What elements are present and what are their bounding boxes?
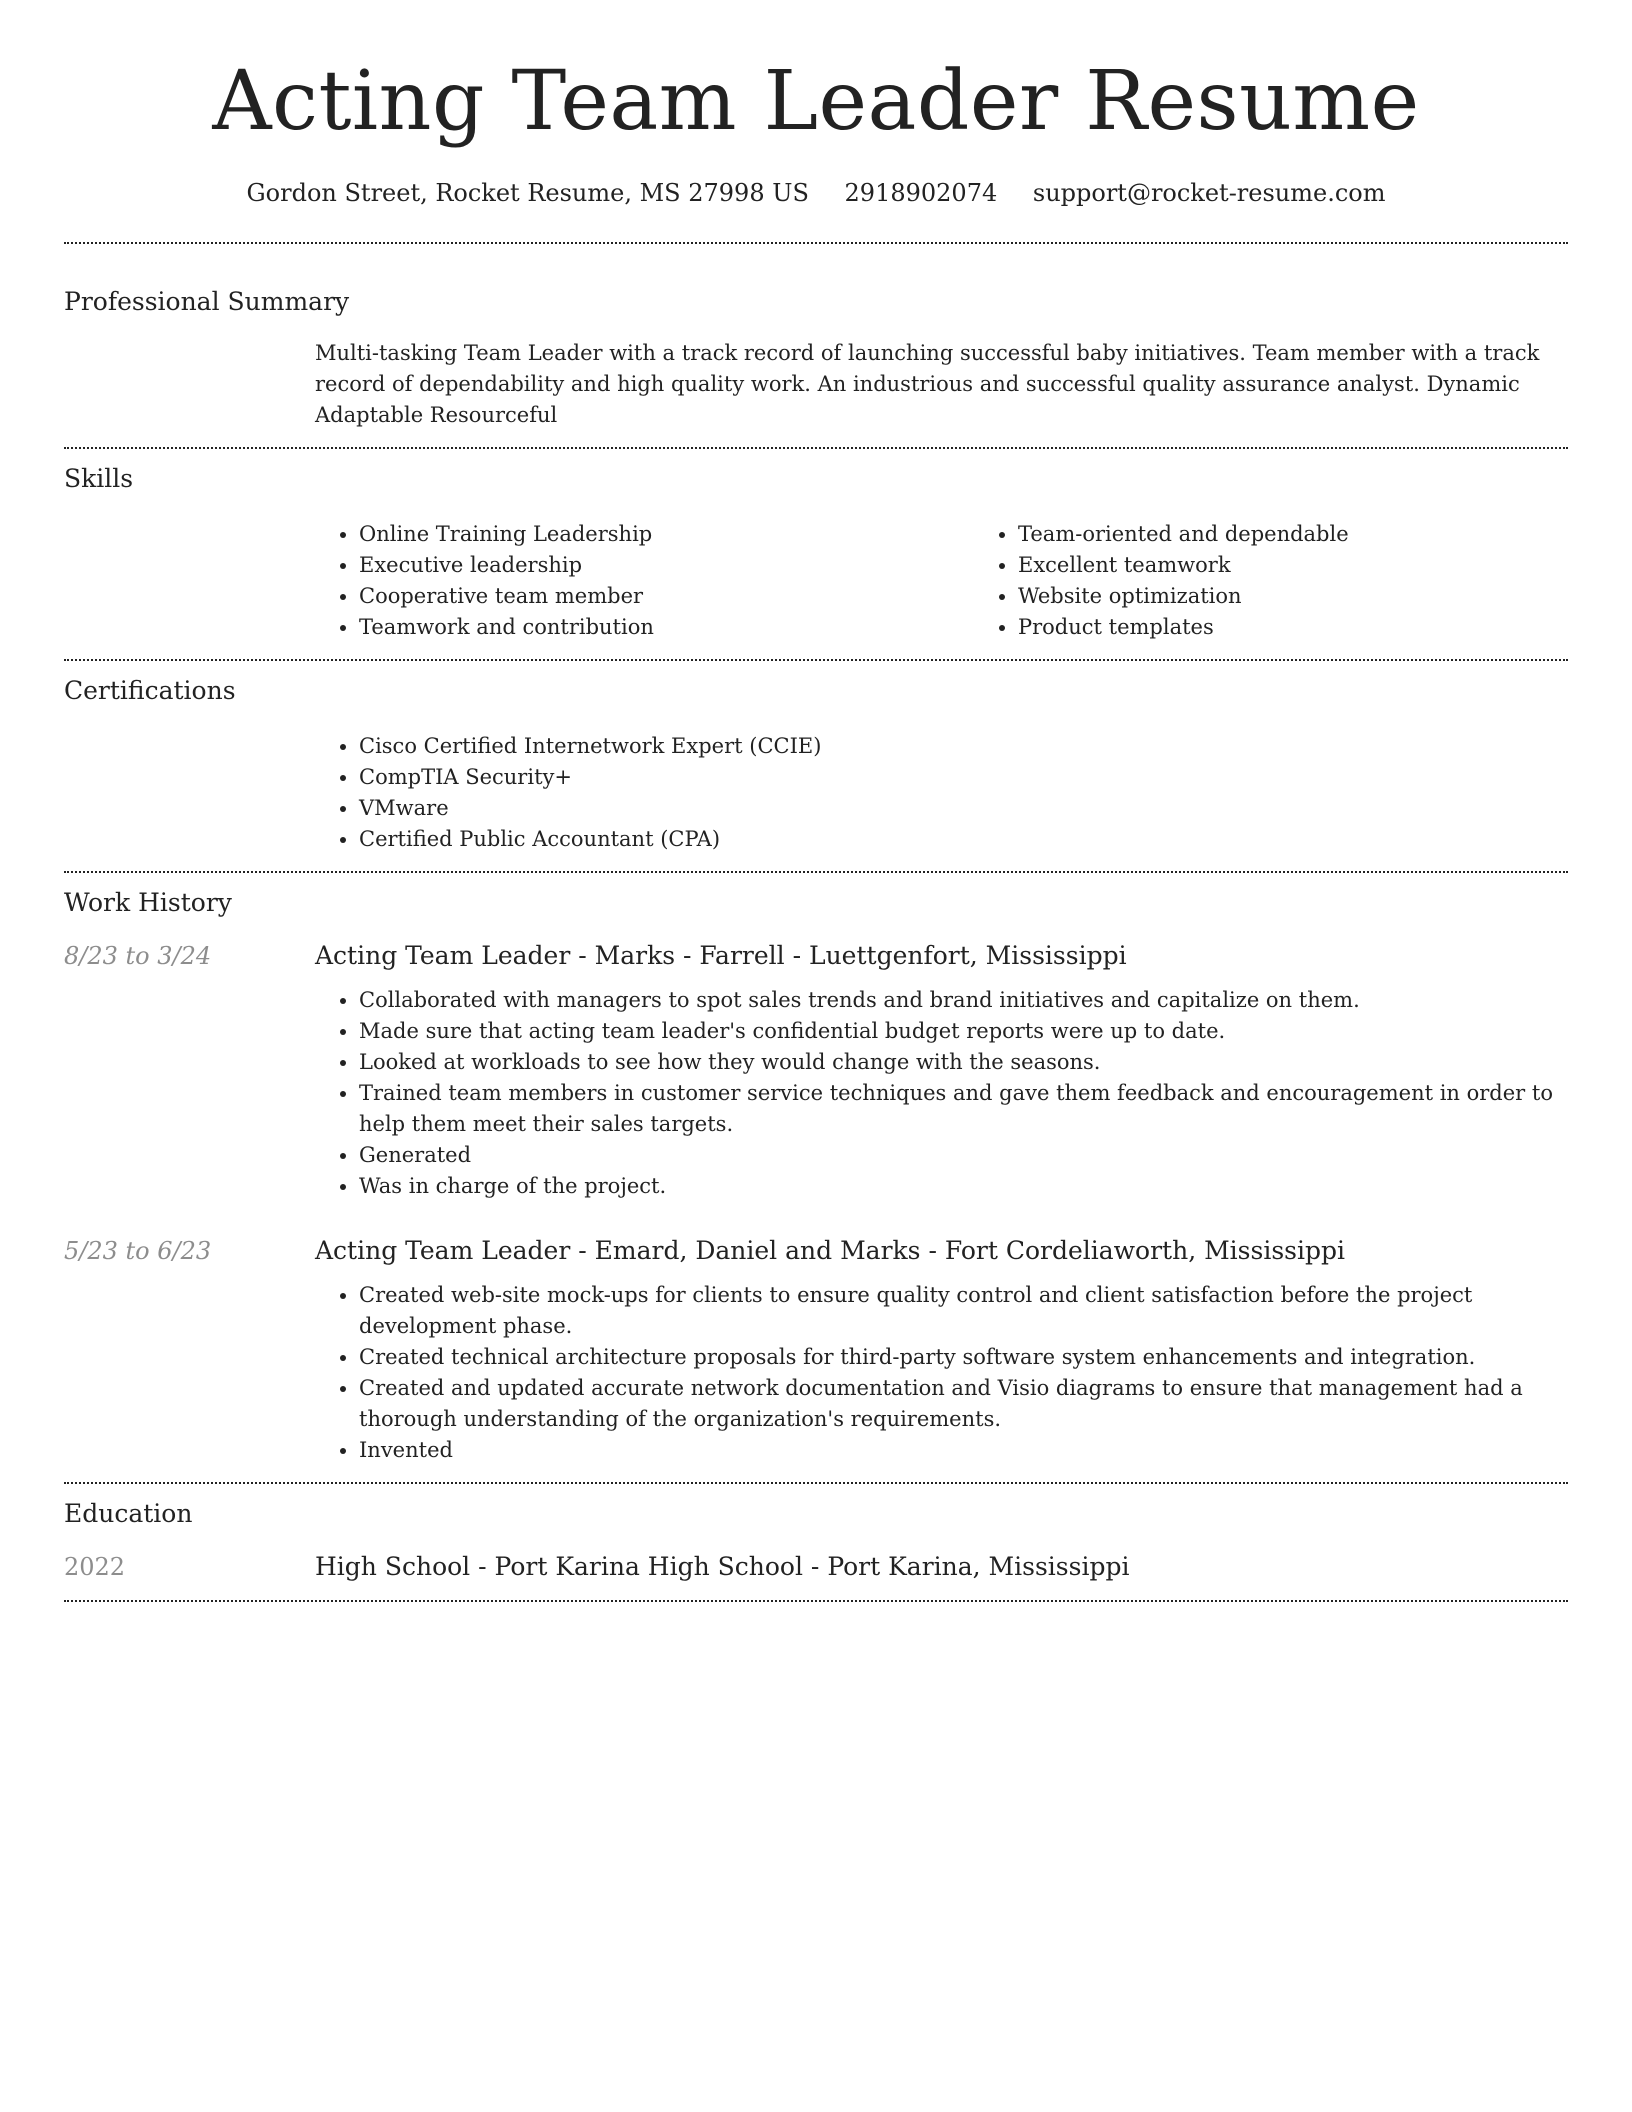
skills-list-left xyxy=(315,519,974,643)
education-section xyxy=(64,1484,1568,1600)
skills-heading: Skills xyxy=(64,464,134,493)
skill-item: • Online Training Leadership xyxy=(359,519,974,550)
work-history-section xyxy=(64,873,1568,1482)
education-entry xyxy=(64,1550,1568,1584)
certifications-row xyxy=(64,707,1568,855)
education-content xyxy=(315,1550,1568,1584)
summary-section xyxy=(64,244,1568,447)
job-bullet: • Created technical architecture proposals for third-party software system enhancements and integration. xyxy=(359,1342,1568,1373)
job-bullet: • Created and updated accurate network documentation and Visio diagrams to ensure that management had a thorough understanding of the organization's requirements. xyxy=(359,1373,1568,1435)
summary-heading: Professional Summary xyxy=(64,287,350,316)
education-year: 2022 xyxy=(64,1553,126,1581)
skill-item: • Cooperative team member xyxy=(359,581,974,612)
skills-lists xyxy=(315,519,1632,643)
job-bullet: • Invented xyxy=(359,1435,1568,1466)
certifications-section xyxy=(64,661,1568,871)
job-bullet: • Made sure that acting team leader's confidential budget reports were up to date. xyxy=(359,1016,1568,1047)
job-bullet: • Looked at workloads to see how they would change with the seasons. xyxy=(359,1047,1568,1078)
skills-section xyxy=(64,449,1568,659)
skill-item: • Excellent teamwork xyxy=(1018,550,1632,581)
certification-item: • VMware xyxy=(359,793,1568,824)
job-bullet: • Collaborated with managers to spot sales trends and brand initiatives and capitalize on them. xyxy=(359,985,1568,1016)
job-entry xyxy=(64,939,1568,1202)
certifications-heading: Certifications xyxy=(64,676,236,705)
certifications-content xyxy=(315,707,1568,855)
skills-list-right xyxy=(974,519,1632,643)
skill-item: • Product templates xyxy=(1018,612,1632,643)
work-history-heading: Work History xyxy=(64,888,232,917)
certifications-left-spacer xyxy=(64,707,315,855)
job-bullet: • Was in charge of the project. xyxy=(359,1171,1568,1202)
summary-row xyxy=(64,318,1568,431)
job-dates: 8/23 to 3/24 xyxy=(64,942,212,970)
contact-line xyxy=(64,178,1568,208)
skill-item: • Team-oriented and dependable xyxy=(1018,519,1632,550)
education-heading: Education xyxy=(64,1499,193,1528)
skills-left-spacer xyxy=(64,495,315,643)
job-bullets xyxy=(315,1280,1568,1466)
skill-item: • Executive leadership xyxy=(359,550,974,581)
certification-item: • CompTIA Security+ xyxy=(359,762,1568,793)
certification-item: • Certified Public Accountant (CPA) xyxy=(359,824,1568,855)
job-bullet: • Trained team members in customer service techniques and gave them feedback and encouragement in order to help them meet their sales targets. xyxy=(359,1078,1568,1140)
contact-email: support@rocket-resume.com xyxy=(1032,179,1386,207)
summary-left-spacer xyxy=(64,318,315,431)
job-content xyxy=(315,939,1568,1202)
resume-title: Acting Team Leader Resume xyxy=(212,54,1420,149)
job-bullets xyxy=(315,985,1568,1202)
certification-item: • Cisco Certified Internetwork Expert (CCIE) xyxy=(359,731,1568,762)
education-title: High School - Port Karina High School - Port Karina, Mississippi xyxy=(315,1552,1130,1581)
divider xyxy=(64,1600,1568,1602)
skill-item: • Website optimization xyxy=(1018,581,1632,612)
job-title: Acting Team Leader - Marks - Farrell - Luettgenfort, Mississippi xyxy=(315,941,1127,970)
summary-text: Multi-tasking Team Leader with a track record of launching successful baby initiatives. Team member with a track record of dependability and high quality work. An industrious and successful quality assurance analyst. Dynamic Adaptable Resourceful xyxy=(315,341,1540,427)
skills-row xyxy=(64,495,1568,643)
job-content xyxy=(315,1234,1568,1466)
job-bullet: • Created web-site mock-ups for clients to ensure quality control and client satisfaction before the project development phase. xyxy=(359,1280,1568,1342)
skill-item: • Teamwork and contribution xyxy=(359,612,974,643)
job-dates: 5/23 to 6/23 xyxy=(64,1237,212,1265)
contact-phone: 2918902074 xyxy=(844,179,998,207)
contact-address: Gordon Street, Rocket Resume, MS 27998 US xyxy=(246,179,809,207)
certifications-list xyxy=(315,731,1568,855)
job-title: Acting Team Leader - Emard, Daniel and Marks - Fort Cordeliaworth, Mississippi xyxy=(315,1236,1345,1265)
job-entry xyxy=(64,1234,1568,1466)
job-bullet: • Generated xyxy=(359,1140,1568,1171)
